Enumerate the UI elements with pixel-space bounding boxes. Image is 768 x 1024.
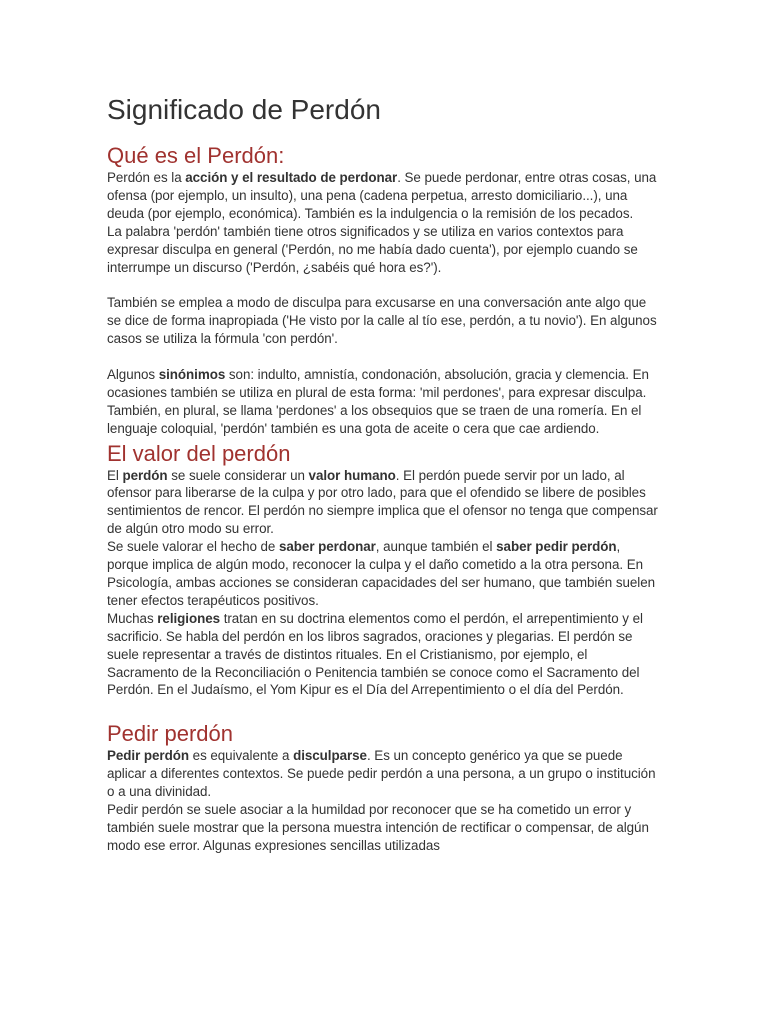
paragraph-religiones [107,610,662,700]
bold-term: sinónimos [158,366,226,382]
text-run: son: indulto, amnistía, condonación, absolución, gracia y clemencia. En ocasiones también se utiliza en plural de esta forma: 'mil perdones', para expresar disculpa. También, en plural, se llama 'perdones' a los obsequios que se traen de una romería. En el lenguaje coloquial, 'perdón' también es una gota de aceite o cera que cae ardiendo. [107,366,649,436]
text-run: También se emplea a modo de disculpa para excusarse en una conversación ante algo que se dice de forma inapropiada ('He visto por la calle al tío ese, perdón, a tu novio'). En algunos casos se utiliza la fórmula 'con perdón'. [107,295,657,347]
text-run: Se suele valorar el hecho de [107,539,279,555]
text-run: El [107,467,123,483]
bold-term: religiones [157,610,221,626]
text-run: , aunque también el [375,539,497,555]
bold-term: saber pedir perdón [496,539,617,555]
section-heading-que-es: Qué es el Perdón: [107,143,285,168]
text-run: . El perdón puede servir por un lado, al ofensor para liberarse de la culpa y por otro lado, para que el ofendido se libere de posibles sentimientos de rencor. El perdón no siempre implica que el ofensor no tenga que compensar de algún otro modo su error. [107,467,658,537]
section-heading-pedir: Pedir perdón [107,721,233,747]
text-run: Muchas [107,610,158,626]
paragraph-disculpa [107,294,662,348]
text-run: se suele considerar un [167,467,309,483]
paragraph-pedir-perdon [107,747,662,801]
paragraph-valor-humano [107,467,662,539]
bold-term: Pedir perdón [107,748,189,764]
section-heading-valor: El valor del perdón [107,440,291,466]
bold-term: disculparse [293,748,367,764]
page-title: Significado de Perdón [107,94,381,125]
text-run: tratan en su doctrina elementos como el perdón, el arrepentimiento y el sacrificio. Se habla del perdón en los libros sagrados, oraciones y plegarias. El perdón se suele representar a través de distintos rituales. En el Cristianismo, por ejemplo, el Sacramento de la Reconciliación o Penitencia también se conoce como el Sacramento del Perdón. En el Judaísmo, el Yom Kipur es el Día del Arrepentimiento o el día del Perdón. [107,610,643,698]
bold-term: acción y el resultado de perdonar [185,170,398,185]
text-run: Algunos [107,366,159,382]
bold-term: saber perdonar [279,539,376,555]
paragraph-saber-perdonar [107,538,662,610]
paragraph-palabra [107,223,662,277]
document-page [107,90,662,855]
text-run: Pedir perdón se suele asociar a la humildad por reconocer que se ha cometido un error y también suele mostrar que la persona muestra intención de rectificar o compensar, de algún modo ese error. Algunas expresiones sencillas utilizadas [107,802,649,853]
paragraph-definicion [107,169,662,223]
text-run: . Es un concepto genérico ya que se puede aplicar a diferentes contextos. Se puede pedir perdón a una persona, a un grupo o institución o a una divinidad. [107,748,656,800]
paragraph-sinonimos [107,366,662,438]
text-run: , porque implica de algún modo, reconocer la culpa y el daño cometido a la otra persona. En Psicología, ambas acciones se consideran capacidades del ser humano, que también suelen tener efectos terapéuticos positivos. [107,539,655,608]
text-run: . Se puede perdonar, entre otras cosas, una ofensa (por ejemplo, un insulto), una pena (cadena perpetua, arresto domiciliario...), una deuda (por ejemplo, económica). También es la indulgencia o la remisión de los pecados. [107,170,657,221]
text-run: La palabra 'perdón' también tiene otros significados y se utiliza en varios contextos para expresar disculpa en general ('Perdón, no me había dado cuenta'), por ejemplo cuando se interrumpe un discurso ('Perdón, ¿sabéis qué hora es?'). [107,223,638,275]
text-run: es equivalente a [189,748,294,764]
bold-term: perdón [122,467,168,483]
paragraph-humildad [107,801,662,855]
bold-term: valor humano [308,467,396,483]
text-run: Perdón es la [107,170,186,185]
